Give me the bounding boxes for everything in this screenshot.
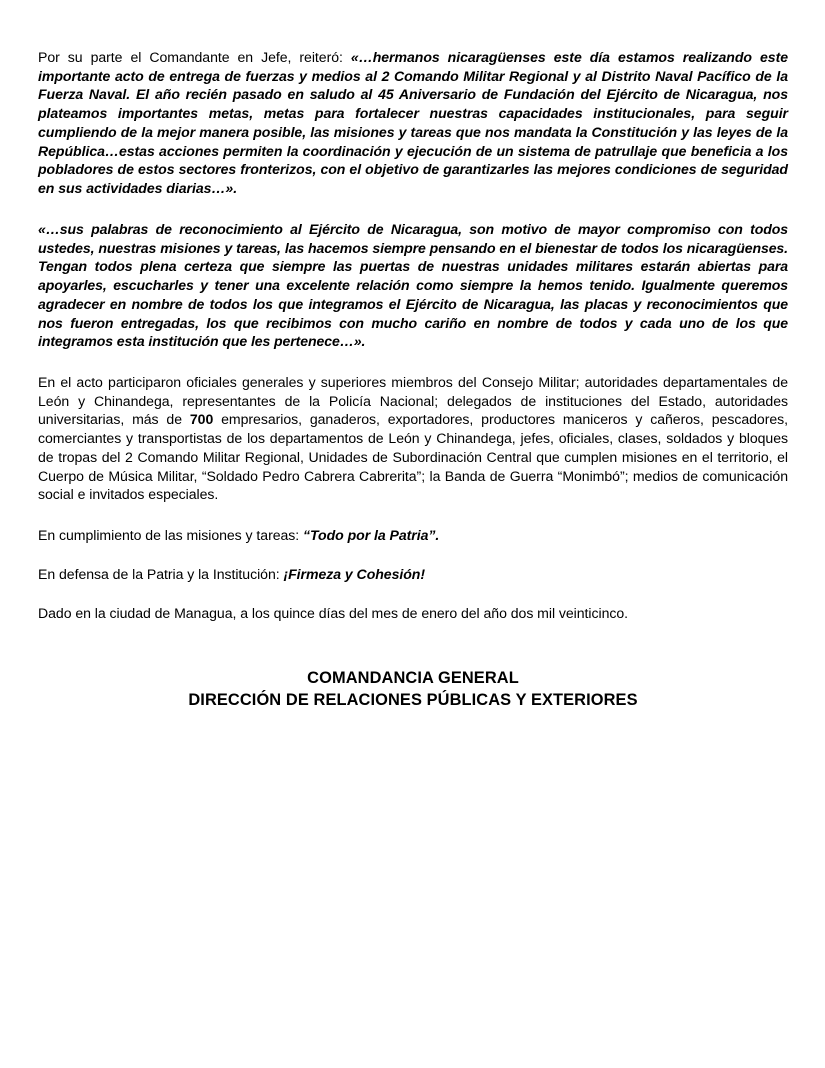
attendees-count: 700 bbox=[189, 411, 214, 428]
motto-mission-text: “Todo por la Patria”. bbox=[303, 527, 440, 544]
motto-defense-text: ¡Firmeza y Cohesión! bbox=[283, 565, 426, 582]
quoted-statement-first: «…hermanos nicaragüenses este día estamos realizando este importante acto de entrega de fuerzas y medios al 2 Comando Militar Regional y al Distrito Naval Pacífico de la Fuerza Naval. El año recién pasado en saludo al 45 Aniversario de Fundación del Ejército de Nicaragua, nos plateamos importantes metas, metas para fortalecer nuestras capacidades institucionales, para seguir cumpliendo de la mejor manera posible, las misiones y tareas que nos mandata la Constitución y las leyes de la República…estas acciones permiten la coordinación y ejecución de un sistema de patrullaje que beneficia a los pobladores de estos sectores fronterizos, con el objetivo de garantizarles las mejores condiciones de seguridad en sus actividades diarias…». bbox=[38, 49, 788, 197]
paragraph-motto-defense bbox=[38, 565, 788, 584]
paragraph-commander-quote-intro bbox=[38, 48, 788, 198]
document-body bbox=[38, 48, 788, 712]
motto-mission-lead-in: En cumplimiento de las misiones y tareas: bbox=[38, 527, 304, 544]
motto-defense-lead-in: En defensa de la Patria y la Institución: bbox=[38, 565, 284, 582]
paragraph-dateline: Dado en la ciudad de Managua, a los quince días del mes de enero del año dos mil veinticinco. bbox=[38, 604, 629, 621]
paragraph-lead-in-text: Por su parte el Comandante en Jefe, reiteró: bbox=[38, 49, 351, 65]
paragraph-quoted-statement-second: «…sus palabras de reconocimiento al Ejército de Nicaragua, son motivo de mayor compromiso con todos ustedes, nuestras misiones y tareas, las hacemos siempre pensando en el bienestar de todos los nicaragüenses. Tengan todos plena certeza que siempre las puertas de nuestras unidades militares estarán abiertas para apoyarles, escucharles y tener una excelente relación como siempre la hemos tenido. Igualmente queremos agradecer en nombre de todos los que integramos el Ejército de Nicaragua, las placas y reconocimientos que nos fueron entregadas, los que recibimos con mucho cariño en nombre de todos y cada uno de los que integramos esta institución que les pertenece…». bbox=[38, 220, 788, 350]
signature-line-command: COMANDANCIA GENERAL bbox=[307, 669, 519, 688]
attendees-text-part-two: empresarios, ganaderos, exportadores, productores maniceros y cañeros, pescadores, comerciantes y transportistas de los departamentos de León y Chinandega, jefes, oficiales, clases, soldados y bloques de tropas del 2 Comando Militar Regional, Unidades de Subordinación Central que cumplen misiones en el territorio, el Cuerpo de Música Militar, “Soldado Pedro Cabrera Cabrerita”; la Banda de Guerra “Monimbó”; medios de comunicación social e invitados especiales. bbox=[38, 411, 788, 503]
signature-block bbox=[38, 668, 788, 712]
paragraph-motto-mission bbox=[38, 526, 788, 545]
signature-line-directorate: DIRECCIÓN DE RELACIONES PÚBLICAS Y EXTERIORES bbox=[188, 691, 638, 710]
paragraph-attendees bbox=[38, 373, 788, 504]
attendees-text-part-one: En el acto participaron oficiales generales y superiores miembros del Consejo Militar; autoridades departamentales de León y Chinandega, representantes de la Policía Nacional; delegados de instituciones del Estado, autoridades universitarias, más de bbox=[38, 374, 788, 428]
